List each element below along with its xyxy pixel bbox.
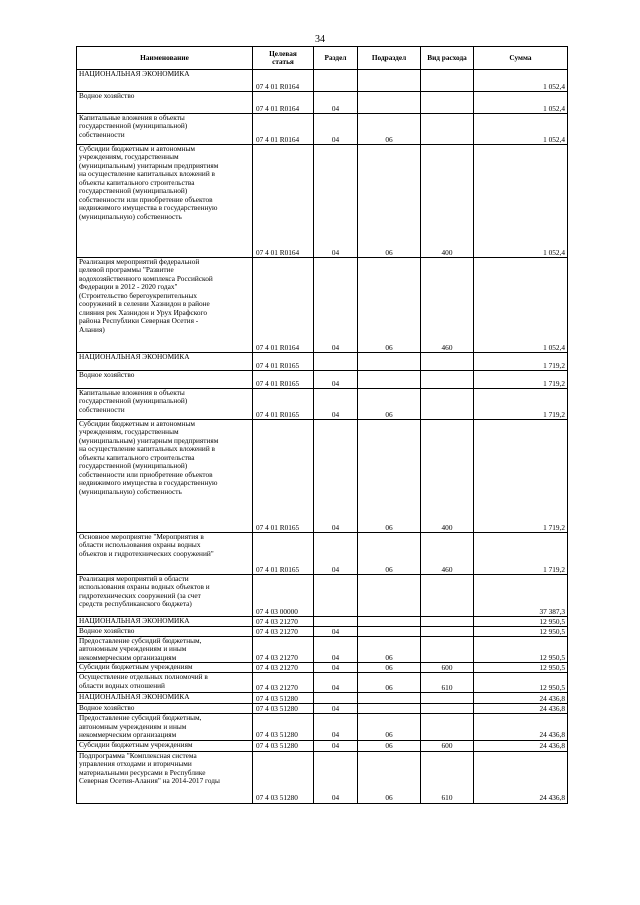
table-row xyxy=(77,533,568,575)
row-target-code: 07 4 01 R0164 xyxy=(253,258,314,353)
row-name: Капитальные вложения в объекты государственной (муниципальной) собственности xyxy=(77,389,253,420)
row-name: Водное хозяйство xyxy=(77,92,253,114)
row-target-code: 07 4 03 00000 xyxy=(253,575,314,617)
row-name: Субсидии бюджетным и автономным учреждениям, государственным (муниципальным) унитарным предприятиям на осуществление капитальных вложений в объекты капитального строительства государственной (муниципальной) собственности или приобретение объектов недвижимого имущества в государственную (муниципальную) собственность xyxy=(77,145,253,258)
row-sum: 12 950,5 xyxy=(474,627,568,637)
row-subsection: 06 xyxy=(358,740,421,751)
row-sum: 1 719,2 xyxy=(474,420,568,533)
row-sum: 1 719,2 xyxy=(474,371,568,389)
table-row xyxy=(77,673,568,693)
row-expense-type xyxy=(421,92,474,114)
row-expense-type: 400 xyxy=(421,420,474,533)
row-name: НАЦИОНАЛЬНАЯ ЭКОНОМИКА xyxy=(77,617,253,627)
row-section: 04 xyxy=(314,663,358,673)
page-number: 34 xyxy=(315,34,325,45)
table-row xyxy=(77,704,568,714)
header-sum: Сумма xyxy=(474,47,568,70)
row-target-code: 07 4 01 R0165 xyxy=(253,371,314,389)
row-name: Основное мероприятие "Мероприятия в области использования охраны водных объектов и гидротехнических сооружений" xyxy=(77,533,253,575)
row-target-code: 07 4 01 R0165 xyxy=(253,420,314,533)
row-expense-type xyxy=(421,637,474,663)
header-subsection: Подраздел xyxy=(358,47,421,70)
row-sum: 24 436,8 xyxy=(474,704,568,714)
row-subsection xyxy=(358,693,421,704)
row-name: Реализация мероприятий в области использования охраны водных объектов и гидротехнических сооружений (за счет средств республиканского бюджета) xyxy=(77,575,253,617)
row-section: 04 xyxy=(314,420,358,533)
row-target-code: 07 4 01 R0164 xyxy=(253,70,314,92)
header-section: Раздел xyxy=(314,47,358,70)
row-sum: 12 950,5 xyxy=(474,637,568,663)
row-section: 04 xyxy=(314,704,358,714)
row-subsection: 06 xyxy=(358,673,421,693)
row-target-code: 07 4 03 51280 xyxy=(253,751,314,803)
table-header-row xyxy=(77,47,568,70)
table-row xyxy=(77,371,568,389)
row-subsection: 06 xyxy=(358,145,421,258)
table-row xyxy=(77,70,568,92)
row-section: 04 xyxy=(314,637,358,663)
row-target-code: 07 4 03 51280 xyxy=(253,704,314,714)
row-subsection: 06 xyxy=(358,637,421,663)
table-row xyxy=(77,617,568,627)
row-name: НАЦИОНАЛЬНАЯ ЭКОНОМИКА xyxy=(77,70,253,92)
row-subsection: 06 xyxy=(358,389,421,420)
row-section: 04 xyxy=(314,92,358,114)
row-section: 04 xyxy=(314,114,358,145)
row-section: 04 xyxy=(314,371,358,389)
row-subsection xyxy=(358,70,421,92)
row-sum: 24 436,8 xyxy=(474,714,568,740)
row-section: 04 xyxy=(314,389,358,420)
row-subsection: 06 xyxy=(358,420,421,533)
row-expense-type xyxy=(421,114,474,145)
row-expense-type xyxy=(421,70,474,92)
row-sum: 1 719,2 xyxy=(474,353,568,371)
table-row xyxy=(77,575,568,617)
row-subsection xyxy=(358,575,421,617)
row-sum: 12 950,5 xyxy=(474,663,568,673)
row-sum: 37 387,3 xyxy=(474,575,568,617)
row-expense-type xyxy=(421,627,474,637)
row-expense-type: 610 xyxy=(421,751,474,803)
table-row xyxy=(77,663,568,673)
row-target-code: 07 4 03 21270 xyxy=(253,673,314,693)
row-expense-type: 460 xyxy=(421,533,474,575)
row-name: Предоставление субсидий бюджетным, автономным учреждениям и иным некоммерческим организациям xyxy=(77,714,253,740)
row-subsection xyxy=(358,627,421,637)
row-expense-type xyxy=(421,575,474,617)
row-expense-type xyxy=(421,617,474,627)
table-row xyxy=(77,751,568,803)
row-expense-type xyxy=(421,714,474,740)
row-subsection: 06 xyxy=(358,114,421,145)
row-target-code: 07 4 03 51280 xyxy=(253,693,314,704)
row-expense-type xyxy=(421,371,474,389)
row-target-code: 07 4 01 R0165 xyxy=(253,389,314,420)
row-name: Капитальные вложения в объекты государственной (муниципальной) собственности xyxy=(77,114,253,145)
row-expense-type: 600 xyxy=(421,663,474,673)
table-row xyxy=(77,389,568,420)
row-section: 04 xyxy=(314,740,358,751)
row-target-code: 07 4 03 51280 xyxy=(253,714,314,740)
table-row xyxy=(77,740,568,751)
row-subsection xyxy=(358,704,421,714)
row-name: Субсидии бюджетным учреждениям xyxy=(77,663,253,673)
row-sum: 1 052,4 xyxy=(474,258,568,353)
row-expense-type xyxy=(421,353,474,371)
row-expense-type: 610 xyxy=(421,673,474,693)
row-sum: 1 052,4 xyxy=(474,92,568,114)
row-name: Подпрограмма "Комплексная система управления отходами и вторичными материальными ресурсами в Республике Северная Осетия-Алания" на 2014-2017 годы xyxy=(77,751,253,803)
table-row xyxy=(77,114,568,145)
row-sum: 12 950,5 xyxy=(474,617,568,627)
header-code: Целевая статья xyxy=(253,47,314,70)
row-sum: 24 436,8 xyxy=(474,751,568,803)
row-target-code: 07 4 03 51280 xyxy=(253,740,314,751)
row-sum: 12 950,5 xyxy=(474,673,568,693)
row-name: Осуществление отдельных полномочий в области водных отношений xyxy=(77,673,253,693)
row-sum: 1 719,2 xyxy=(474,389,568,420)
row-section: 04 xyxy=(314,673,358,693)
row-subsection: 06 xyxy=(358,751,421,803)
row-subsection xyxy=(358,92,421,114)
table-row xyxy=(77,693,568,704)
row-subsection: 06 xyxy=(358,663,421,673)
budget-table xyxy=(76,46,568,804)
row-section: 04 xyxy=(314,145,358,258)
row-section: 04 xyxy=(314,714,358,740)
row-target-code: 07 4 03 21270 xyxy=(253,663,314,673)
row-sum: 1 052,4 xyxy=(474,145,568,258)
row-section: 04 xyxy=(314,533,358,575)
row-name: НАЦИОНАЛЬНАЯ ЭКОНОМИКА xyxy=(77,693,253,704)
table-row xyxy=(77,637,568,663)
table-row xyxy=(77,627,568,637)
row-section xyxy=(314,70,358,92)
row-name: НАЦИОНАЛЬНАЯ ЭКОНОМИКА xyxy=(77,353,253,371)
row-target-code: 07 4 01 R0164 xyxy=(253,145,314,258)
row-name: Водное хозяйство xyxy=(77,371,253,389)
row-target-code: 07 4 01 R0164 xyxy=(253,114,314,145)
table-row xyxy=(77,92,568,114)
row-target-code: 07 4 03 21270 xyxy=(253,617,314,627)
row-target-code: 07 4 01 R0165 xyxy=(253,533,314,575)
row-subsection: 06 xyxy=(358,258,421,353)
table-row xyxy=(77,353,568,371)
table-row xyxy=(77,420,568,533)
row-name: Водное хозяйство xyxy=(77,704,253,714)
row-section: 04 xyxy=(314,627,358,637)
row-expense-type xyxy=(421,704,474,714)
row-section xyxy=(314,575,358,617)
row-expense-type: 600 xyxy=(421,740,474,751)
row-subsection xyxy=(358,353,421,371)
row-section xyxy=(314,617,358,627)
row-target-code: 07 4 03 21270 xyxy=(253,627,314,637)
table-row xyxy=(77,258,568,353)
row-expense-type xyxy=(421,693,474,704)
row-subsection: 06 xyxy=(358,533,421,575)
row-target-code: 07 4 01 R0164 xyxy=(253,92,314,114)
row-sum: 1 052,4 xyxy=(474,114,568,145)
row-section: 04 xyxy=(314,751,358,803)
row-subsection xyxy=(358,371,421,389)
row-target-code: 07 4 03 21270 xyxy=(253,637,314,663)
row-name: Реализация мероприятий федеральной целевой программы "Развитие водохозяйственного комплекса Российской Федерации в 2012 - 2020 годах" (Строительство берегоукрепительных сооружений в селении Хазнидон в районе слияния рек Хазнидон и Урух Ирафского района Республики Северная Осетия - Алания) xyxy=(77,258,253,353)
row-target-code: 07 4 01 R0165 xyxy=(253,353,314,371)
row-expense-type xyxy=(421,389,474,420)
row-sum: 1 052,4 xyxy=(474,70,568,92)
row-name: Субсидии бюджетным учреждениям xyxy=(77,740,253,751)
row-section xyxy=(314,693,358,704)
row-subsection xyxy=(358,617,421,627)
header-expense-type: Вид расхода xyxy=(421,47,474,70)
row-sum: 24 436,8 xyxy=(474,693,568,704)
row-section: 04 xyxy=(314,258,358,353)
table-row xyxy=(77,714,568,740)
row-name: Предоставление субсидий бюджетным, автономным учреждениям и иным некоммерческим организациям xyxy=(77,637,253,663)
row-subsection: 06 xyxy=(358,714,421,740)
row-section xyxy=(314,353,358,371)
row-sum: 24 436,8 xyxy=(474,740,568,751)
table-row xyxy=(77,145,568,258)
row-sum: 1 719,2 xyxy=(474,533,568,575)
row-expense-type: 460 xyxy=(421,258,474,353)
row-expense-type: 400 xyxy=(421,145,474,258)
row-name: Субсидии бюджетным и автономным учреждениям, государственным (муниципальным) унитарным предприятиям на осуществление капитальных вложений в объекты капитального строительства государственной (муниципальной) собственности или приобретение объектов недвижимого имущества в государственную (муниципальную) собственность xyxy=(77,420,253,533)
row-name: Водное хозяйство xyxy=(77,627,253,637)
header-name: Наименование xyxy=(77,47,253,70)
